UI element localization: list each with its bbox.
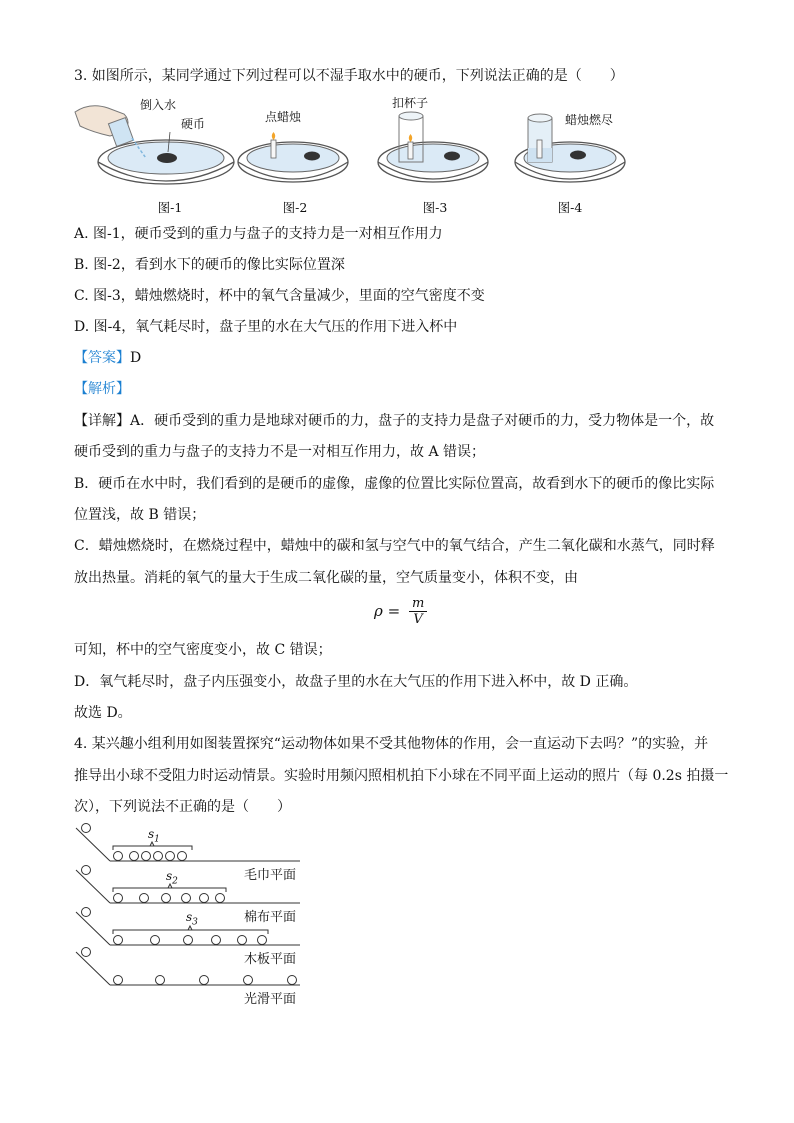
q3-option-d: D. 图-4，氧气耗尽时，盘子里的水在大气压的作用下进入杯中 — [74, 319, 458, 335]
answer-value: D — [130, 350, 142, 366]
label-light-candle: 点蜡烛 — [265, 110, 302, 124]
fig1-plate — [98, 140, 234, 184]
q4-stem-line-3: 次），下列说法不正确的是（ ） — [74, 799, 291, 815]
formula-denominator: V — [413, 612, 423, 627]
q3-answer — [74, 348, 141, 368]
detail-line-6: 放出热量。消耗的氧气的量大于生成二氧化碳的量，空气质量变小，体积不变，由 — [74, 570, 578, 586]
caption-fig1: 图-1 — [157, 200, 183, 215]
fig3-plate — [378, 112, 488, 182]
surface-smooth: 光滑平面 — [244, 992, 297, 1007]
surface-wood: 木板平面 — [244, 952, 297, 967]
label-candle-burnout: 蜡烛燃尽 — [565, 113, 614, 127]
q4-stem-line-2: 推导出小球不受阻力时运动情景。实验时用频闪照相机拍下小球在不同平面上运动的照片（每 0.2s 拍摄一 — [74, 768, 729, 784]
analysis-tag: 【解析】 — [74, 381, 130, 397]
label-coin: 硬币 — [181, 117, 206, 131]
answer-tag: 【答案】 — [74, 350, 130, 366]
s1-label: $s_1$ — [148, 827, 160, 845]
q3-stem: 3. 如图所示，某同学通过下列过程可以不湿手取水中的硬币，下列说法正确的是（ ） — [74, 68, 624, 84]
detail-line-1: 【详解】A．硬币受到的重力是地球对硬币的力，盘子的支持力是盘子对硬币的力，受力物体是一个，故 — [74, 413, 715, 429]
formula-numerator: m — [409, 596, 427, 612]
detail2-line-2: D．氧气耗尽时，盘子内压强变小，故盘子里的水在大气压的作用下进入杯中，故 D 正确。 — [74, 674, 638, 690]
label-cover-cup: 扣杯子 — [392, 96, 429, 110]
q4-stem-line-1: 4. 某兴趣小组利用如图装置探究“运动物体如果不受其他物体的作用，会一直运动下去吗？”的实验，并 — [74, 736, 709, 752]
detail-line-3: B．硬币在水中时，我们看到的是硬币的虚像，虚像的位置比实际位置高，故看到水下的硬币的像比实际 — [74, 476, 715, 492]
s2-label: $s_2$ — [166, 869, 178, 887]
detail-line-4: 位置浅，故 B 错误； — [74, 507, 206, 523]
caption-fig2: 图-2 — [282, 200, 308, 215]
caption-fig3: 图-3 — [422, 200, 448, 215]
q4-figure — [0, 818, 794, 1008]
formula-fraction — [409, 596, 427, 628]
surface-cotton: 棉布平面 — [244, 910, 297, 925]
caption-fig4: 图-4 — [557, 200, 583, 215]
s3-label: $s_3$ — [186, 910, 198, 928]
density-formula — [374, 596, 427, 628]
q3-option-b: B. 图-2，看到水下的硬币的像比实际位置深 — [74, 257, 345, 273]
detail-line-5: C．蜡烛燃烧时，在燃烧过程中，蜡烛中的碳和氢与空气中的氧气结合，产生二氧化碳和水蒸气，同时释 — [74, 538, 715, 554]
detail-line-2: 硬币受到的重力与盘子的支持力不是一对相互作用力，故 A 错误； — [74, 444, 486, 460]
q3-option-c: C. 图-3，蜡烛燃烧时，杯中的氧气含量减少，里面的空气密度不变 — [74, 288, 485, 304]
fig2-plate — [238, 132, 348, 182]
label-pour-water: 倒入水 — [140, 98, 177, 112]
q3-option-a: A. 图-1，硬币受到的重力与盘子的支持力是一对相互作用力 — [74, 226, 443, 242]
detail2-line-3: 故选 D。 — [74, 705, 132, 721]
detail2-line-1: 可知，杯中的空气密度变小，故 C 错误； — [74, 642, 332, 658]
surface-towel: 毛巾平面 — [244, 868, 297, 883]
formula-lhs: ρ = — [374, 602, 401, 620]
